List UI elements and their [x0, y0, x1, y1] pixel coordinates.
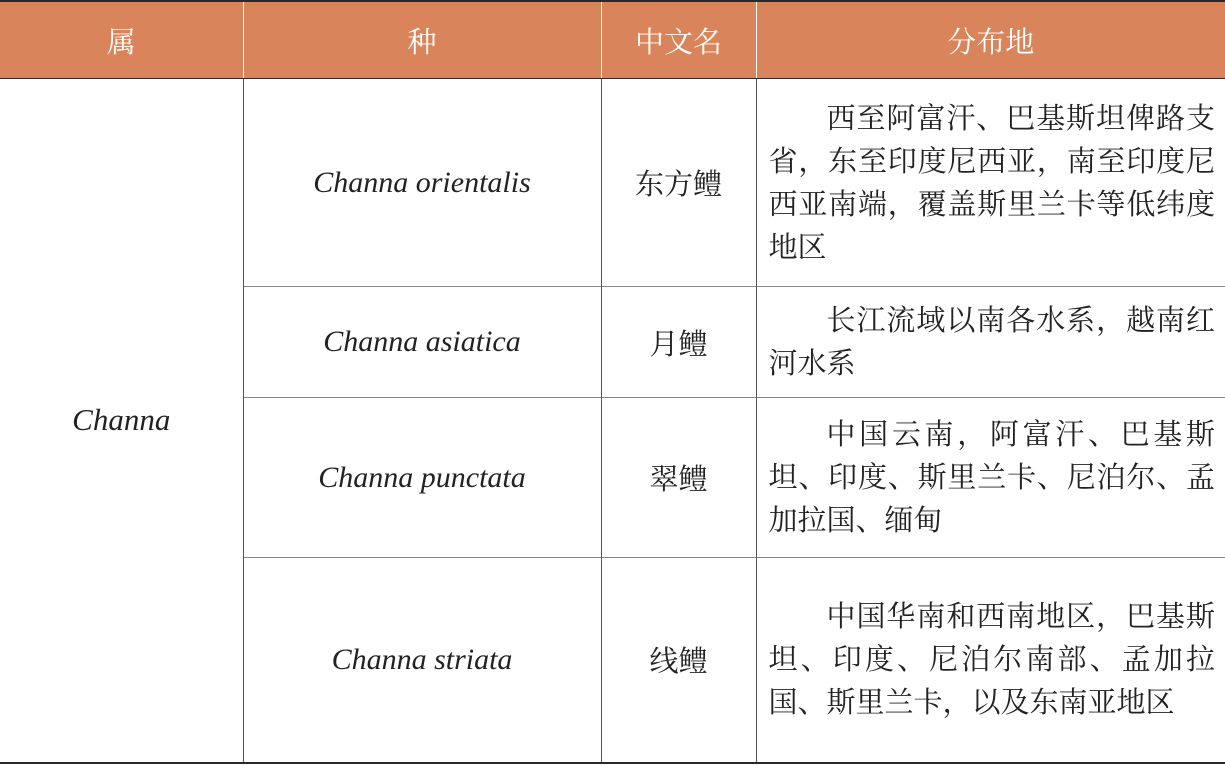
distribution-cell: 长江流域以南各水系，越南红河水系: [756, 287, 1225, 398]
header-genus: 属: [0, 1, 243, 79]
chinese-name-cell: 月鳢: [601, 287, 756, 398]
table-row: [0, 79, 1225, 287]
header-row: [0, 1, 1225, 79]
species-cell: Channa punctata: [243, 398, 601, 558]
header-species: 种: [243, 1, 601, 79]
species-cell: Channa orientalis: [243, 79, 601, 287]
header-distribution: 分布地: [756, 1, 1225, 79]
chinese-name-cell: 东方鳢: [601, 79, 756, 287]
chinese-name-cell: 线鳢: [601, 558, 756, 763]
distribution-cell: 中国云南，阿富汗、巴基斯坦、印度、斯里兰卡、尼泊尔、孟加拉国、缅甸: [756, 398, 1225, 558]
distribution-cell: 中国华南和西南地区，巴基斯坦、印度、尼泊尔南部、孟加拉国、斯里兰卡，以及东南亚地区: [756, 558, 1225, 763]
chinese-name-cell: 翠鳢: [601, 398, 756, 558]
genus-cell: Channa: [72, 402, 171, 438]
distribution-cell: 西至阿富汗、巴基斯坦俾路支省，东至印度尼西亚，南至印度尼西亚南端，覆盖斯里兰卡等低纬度地区: [756, 79, 1225, 287]
species-cell: Channa asiatica: [243, 287, 601, 398]
species-cell: Channa striata: [243, 558, 601, 763]
header-chinese-name: 中文名: [601, 1, 756, 79]
